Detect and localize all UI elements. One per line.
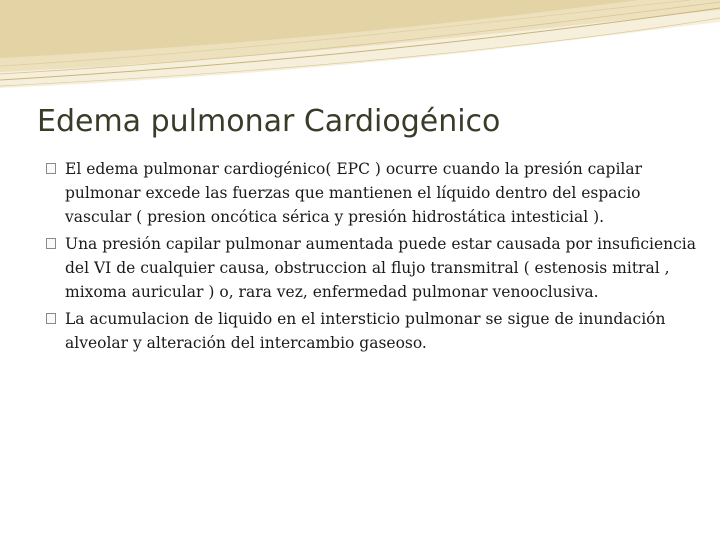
- slide-title: Edema pulmonar Cardiogénico: [37, 104, 501, 139]
- bullet-item: [46, 307, 696, 355]
- bullet-list: [46, 157, 696, 358]
- bullet-text: La acumulacion de liquido en el intersticio pulmonar se sigue de inundación alveolar y alteración del intercambio gaseoso.: [65, 310, 666, 352]
- header-wave-decoration: [0, 0, 720, 90]
- bullet-box-icon: [46, 238, 56, 249]
- bullet-text: El edema pulmonar cardiogénico( EPC ) ocurre cuando la presión capilar pulmonar excede las fuerzas que mantienen el líquido dentro del espacio vascular ( presion oncótica sérica y presión hidrostática intesticial ).: [65, 160, 643, 226]
- bullet-box-icon: [46, 313, 56, 324]
- bullet-text: Una presión capilar pulmonar aumentada puede estar causada por insuficiencia del VI de cualquier causa, obstruccion al flujo transmitral ( estenosis mitral , mixoma auricular ) o, rara vez, enfermedad pulmonar venooclusiva.: [65, 235, 696, 301]
- bullet-item: [46, 157, 696, 229]
- bullet-box-icon: [46, 163, 56, 174]
- bullet-item: [46, 232, 696, 304]
